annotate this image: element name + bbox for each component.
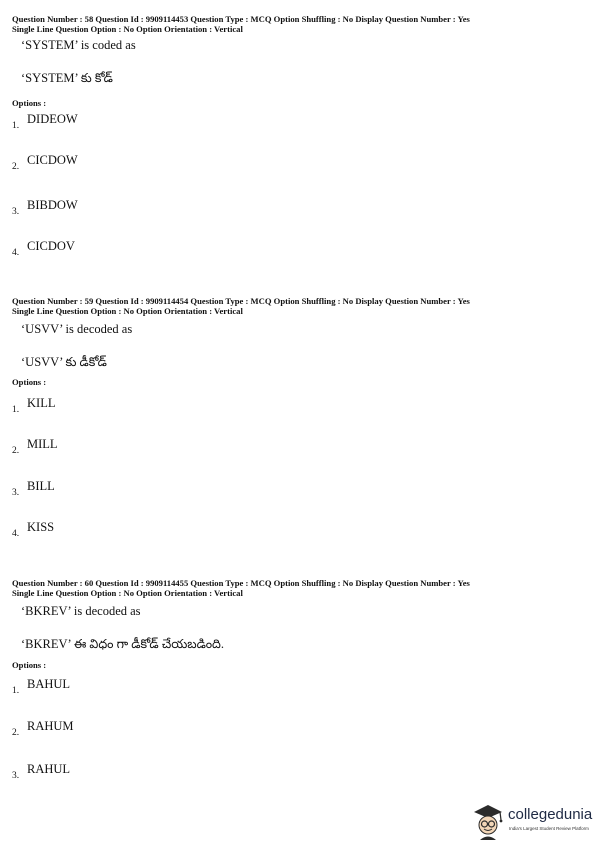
collegedunia-logo[interactable] <box>470 800 595 842</box>
option-number: 3. <box>12 488 20 498</box>
question-58 <box>12 14 587 264</box>
option-text: DIDEOW <box>27 112 78 126</box>
question-meta-line2: Single Line Question Option : No Option Orientation : Vertical <box>12 24 243 34</box>
option-text: BILL <box>27 479 55 493</box>
question-meta-line2: Single Line Question Option : No Option Orientation : Vertical <box>12 588 243 598</box>
question-meta-line1: Question Number : 60 Question Id : 9909114455 Question Type : MCQ Option Shuffling : No Display Question Number : Yes <box>12 578 470 588</box>
option-text: BIBDOW <box>27 198 78 212</box>
option-text: KISS <box>27 520 55 534</box>
question-stem-english: ‘BKREV’ is decoded as <box>21 604 141 618</box>
question-stem-english: ‘SYSTEM’ is coded as <box>21 38 136 52</box>
option-number: 3. <box>12 207 20 217</box>
option-number: 4. <box>12 248 20 258</box>
option-text: BAHUL <box>27 677 71 691</box>
question-stem-telugu: ‘BKREV’ ఈ విధం గా డీకోడ్ చేయబడింది. <box>21 637 225 651</box>
question-stem-telugu: ‘SYSTEM’ కు కోడ్ <box>21 71 113 85</box>
options-label: Options : <box>12 660 47 670</box>
option-text: CICDOV <box>27 239 75 253</box>
option-number: 2. <box>12 446 20 456</box>
option-text: CICDOW <box>27 153 78 167</box>
option-number: 2. <box>12 728 20 738</box>
question-stem-english: ‘USVV’ is decoded as <box>21 322 133 336</box>
graduate-mascot-icon <box>470 802 506 842</box>
question-meta-line1: Question Number : 58 Question Id : 9909114453 Question Type : MCQ Option Shuffling : No Display Question Number : Yes <box>12 14 470 24</box>
logo-tagline: India's Largest Student Review Platform <box>509 826 589 831</box>
option-number: 2. <box>12 162 20 172</box>
option-text: RAHUM <box>27 719 74 733</box>
options-label: Options : <box>12 98 47 108</box>
question-stem-telugu: ‘USVV’ కు డీకోడ్ <box>21 355 107 369</box>
option-number: 1. <box>12 405 20 415</box>
option-number: 1. <box>12 686 20 696</box>
question-59 <box>12 296 587 546</box>
logo-wordmark: collegedunia <box>508 806 593 823</box>
option-number: 3. <box>12 771 20 781</box>
option-number: 4. <box>12 529 20 539</box>
options-label: Options : <box>12 377 47 387</box>
option-number: 1. <box>12 121 20 131</box>
option-text: MILL <box>27 437 58 451</box>
option-text: RAHUL <box>27 762 71 776</box>
question-meta-line1: Question Number : 59 Question Id : 9909114454 Question Type : MCQ Option Shuffling : No Display Question Number : Yes <box>12 296 470 306</box>
question-60 <box>12 578 587 788</box>
option-text: KILL <box>27 396 56 410</box>
question-meta-line2: Single Line Question Option : No Option Orientation : Vertical <box>12 306 243 316</box>
